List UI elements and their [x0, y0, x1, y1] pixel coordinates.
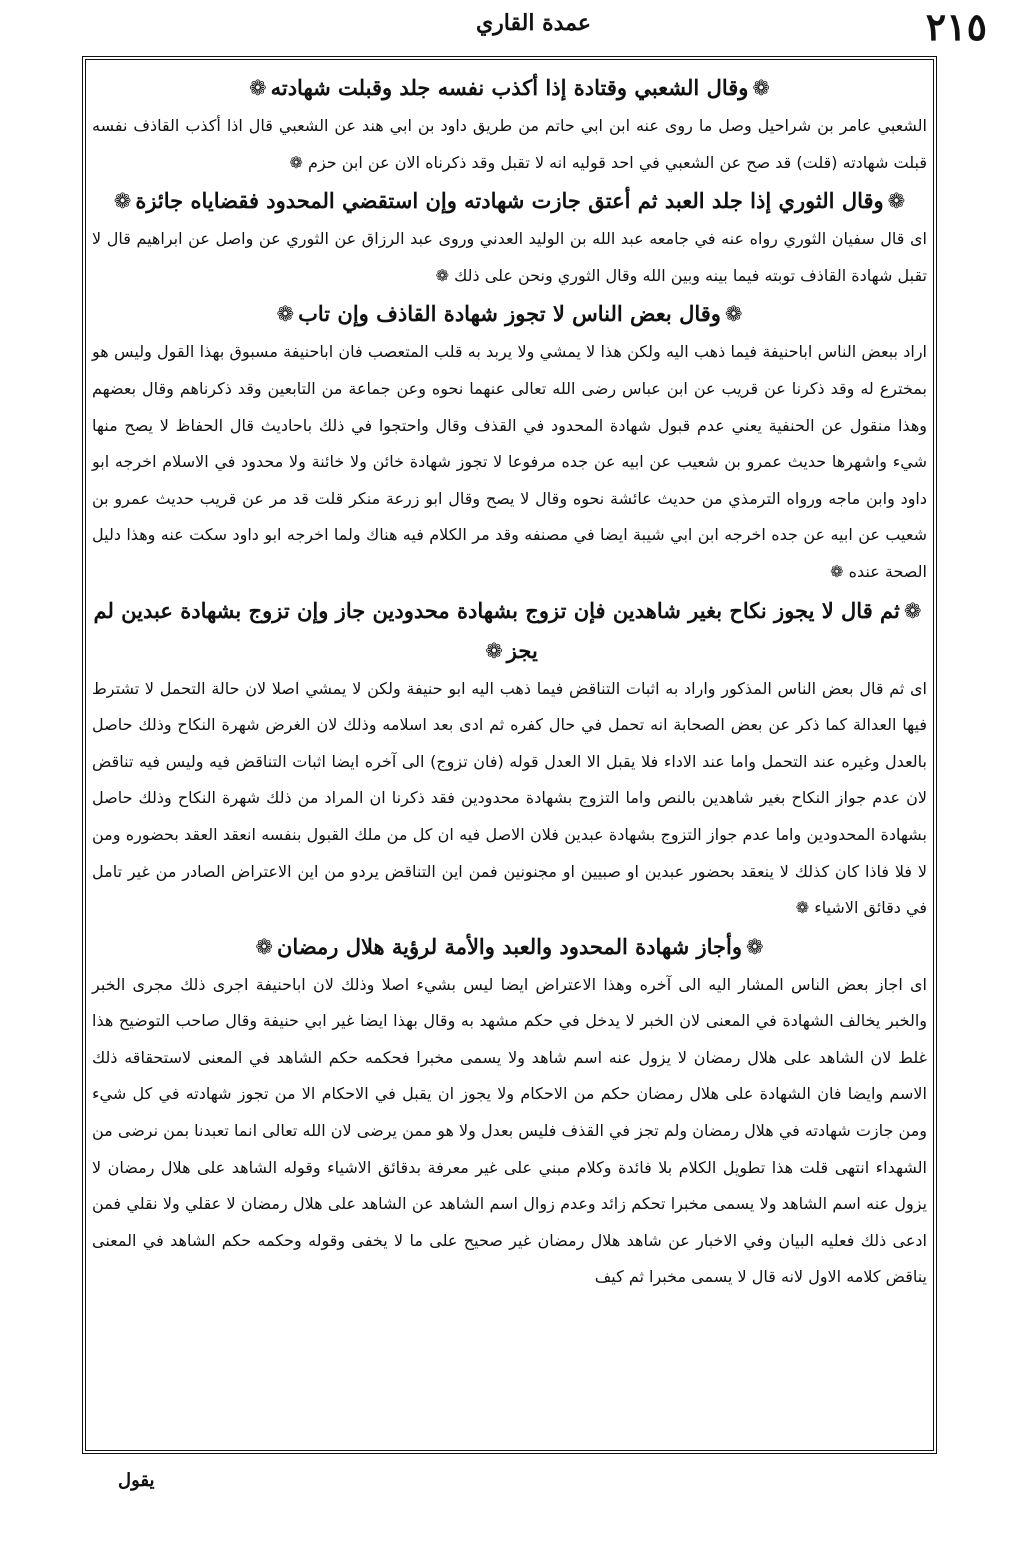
section-heading [92, 294, 927, 334]
heading-text: ثم قال لا يجوز نكاح بغير شاهدين فإن تزوج بشهادة محدودين جاز وإن تزوج بشهادة عبدين لم يجز [93, 597, 900, 663]
ornament-icon: ❁ [745, 934, 764, 959]
ornament-icon: ❁ [276, 302, 295, 327]
section-heading [92, 68, 927, 108]
ornament-icon: ❁ [724, 302, 743, 327]
ornament-icon: ❁ [248, 76, 267, 100]
text-paragraph: اى اجاز بعض الناس المشار اليه الى آخره وهذا الاعتراض ايضا ليس بشيء اصلا وذلك لان اباحنيفة اجرى ذلك مجرى الخبر والخبر يخالف الشهادة في المعنى لان الخبر لا يدخل في حكم مشهد به وقال بهذا ايضا غير ابي حنيفة وقال صاحب التوضيح هذا غلط لان الشاهد على هلال رمضان لا يزول عنه اسم شاهد ولا يسمى مخبرا فحكمه حكم الشاهد في المعنى لاستحقاقه ذلك الاسم وايضا فان الشهادة على هلال رمضان حكم من الاحكام ولا يجوز ان يقبل في الاحكام الا من تجوز شهادته في كل شيء ومن جازت شهادته في هلال رمضان ولم تجز في القذف فليس بعدل ولا هو ممن يرضى لان الله تعالى انما تعبدنا بمن نرضى من الشهداء انتهى قلت هذا تطويل الكلام بلا فائدة وكلام مبني على غير معرفة بدقائق الاشياء وقوله الشاهد على هلال رمضان لا يزول عنه اسم الشاهد ولا يسمى مخبرا تحكم زائد وعدم زوال اسم الشاهد عن الشاهد على هلال رمضان لا عقلي ولا نقلي فمن ادعى ذلك فعليه البيان وفي الاخبار عن شاهد هلال رمضان غير صحيح على ما لا يخفى وقوله وحكمه حكم الشاهد في المعنى يناقض كلامه الاول لانه قال لا يسمى مخبرا ثم كيف [92, 974, 927, 1287]
catchword: يقول [118, 1470, 155, 1491]
page-number: ٢١٥ [925, 4, 987, 49]
ornament-icon: ❁ [485, 638, 503, 663]
heading-text: وقال بعض الناس لا تجوز شهادة القاذف وإن تاب [298, 301, 721, 327]
heading-text: وقال الشعبي وقتادة إذا أكذب نفسه جلد وقبلت شهادته [270, 75, 749, 100]
text-paragraph: اى قال سفيان الثوري رواه عنه في جامعه عبد الله بن الوليد العدني وروى عبد الرزاق عن الثوري عن واصل عن ابراهيم قال لا تقبل شهادة القاذف توبته فيما بينه وبين الله وقال الثوري ونحن على ذلك ❁ [92, 229, 927, 285]
section-heading [92, 181, 927, 221]
running-head [80, 4, 987, 50]
ornament-icon: ❁ [752, 76, 771, 100]
ornament-icon: ❁ [887, 189, 906, 214]
section-heading [92, 591, 927, 671]
heading-text: وأجاز شهادة المحدود والعبد والأمة لرؤية هلال رمضان [277, 933, 742, 959]
text-body [92, 68, 927, 1442]
book-title: عمدة القاري [475, 10, 592, 36]
text-paragraph: اراد ببعض الناس اباحنيفة فيما ذهب اليه ولكن هذا لا يمشي ولا يربد به قلب المتعصب فان اباحنيفة مسبوق بهذا القول وليس هو بمخترع له وقد ذكرنا عن قريب عن ابن عباس رضى الله تعالى عنهما نحوه وعن جماعة من التابعين وقد ذكرناهم وقال بعضهم وهذا منقول عن الحنفية يعني عدم قبول شهادة المحدود في القذف وقال واحتجوا في ذلك باحاديث قال الحفاظ لا يصح منها شيء واشهرها حديث عمرو بن شعيب عن ابيه عن جده مرفوعا لا تجوز شهادة خائن ولا خائنة ولا محدود في الاسلام اخرجه ابو داود وابن ماجه ورواه الترمذي من حديث عائشة نحوه وقال لا يصح وقال ابو زرعة منكر قلت قد مر عن قريب حديث عمرو بن شعيب عن ابيه عن جده اخرجه ابن ابي شيبة ايضا في مصنفه وقد مر الكلام فيه هناك ولما اخرجه ابو داود سكت عنه وهذا دليل الصحة عنده ❁ [92, 342, 927, 581]
text-frame [82, 56, 937, 1454]
text-paragraph: الشعبي عامر بن شراحيل وصل ما روى عنه ابن ابي حاتم من طريق داود بن ابي هند عن الشعبي قال اذا أكذب القاذف نفسه قبلت شهادته (قلت) قد صح عن الشعبي في احد قوليه انه لا تقبل وقد ذكرناه الان عن ابن حزم ❁ [92, 116, 927, 172]
text-paragraph: اى ثم قال بعض الناس المذكور واراد به اثبات التناقض فيما ذهب اليه ابو حنيفة ولكن لا يمشي اصلا لان حالة التحمل لا تشترط فيها العدالة كما ذكر عن بعض الصحابة انه تحمل في حال كفره ثم ادى بعد اسلامه وذلك لان الغرض شهرة النكاح وذلك حاصل بالعدل وغيره عند التحمل واما عند الاداء فلا يقبل الا العدل قوله (فان تزوج) الى آخره ايضا اثبات التناقض فيه وليس فيه تناقض لان عدم جواز النكاح بغير شاهدين بالنص واما التزوج بشهادة محدودين فقد ذكرنا ان المراد من ذلك شهرة النكاح وذلك حاصل بشهادة المحدودين واما عدم جواز التزوج بشهادة عبدين فلان الاصل فيه ان كل من ملك القبول بنفسه انعقد العقد بحضوره ومن لا فلا فاذا كان كذلك لا ينعقد بحضور عبدين او صبيين او مجنونين فمن اين التناقض يردو من اين الاعتراض الصادر من غير تامل في دقائق الاشياء ❁ [92, 678, 927, 918]
ornament-icon: ❁ [903, 598, 922, 623]
heading-text: وقال الثوري إذا جلد العبد ثم أعتق جازت شهادته وإن استقضي المحدود فقضاياه جائزة [135, 188, 884, 214]
ornament-icon: ❁ [255, 934, 273, 959]
ornament-icon: ❁ [113, 189, 132, 214]
section-heading [92, 927, 927, 967]
